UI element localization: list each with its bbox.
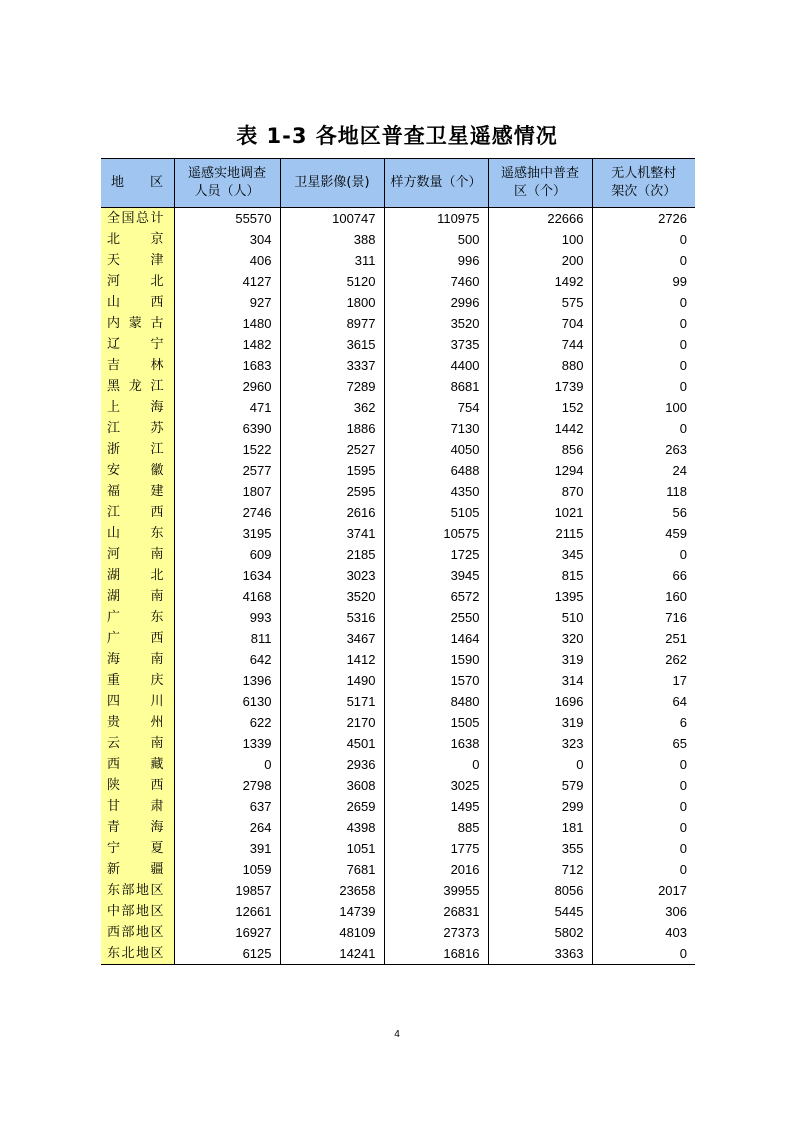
region-cell: 中部地区 <box>101 901 174 922</box>
drone-flights-cell: 0 <box>592 838 695 859</box>
sample-count-cell: 7460 <box>384 271 488 292</box>
sample-count-cell: 1590 <box>384 649 488 670</box>
header-drone-flights <box>592 159 695 208</box>
field-staff-cell: 6130 <box>174 691 280 712</box>
drone-flights-cell: 66 <box>592 565 695 586</box>
satellite-images-cell: 3741 <box>280 523 384 544</box>
sampled-areas-cell: 8056 <box>488 880 592 901</box>
region-cell: 黑龙江 <box>101 376 174 397</box>
table-row <box>101 271 695 292</box>
field-staff-cell: 1522 <box>174 439 280 460</box>
drone-flights-cell: 262 <box>592 649 695 670</box>
data-table <box>101 158 695 965</box>
region-cell: 宁 夏 <box>101 838 174 859</box>
table-row <box>101 712 695 733</box>
region-cell: 河 北 <box>101 271 174 292</box>
table-row <box>101 439 695 460</box>
field-staff-cell: 1339 <box>174 733 280 754</box>
field-staff-cell: 471 <box>174 397 280 418</box>
sampled-areas-cell: 575 <box>488 292 592 313</box>
sample-count-cell: 500 <box>384 229 488 250</box>
drone-flights-cell: 0 <box>592 292 695 313</box>
sampled-areas-cell: 22666 <box>488 208 592 230</box>
field-staff-cell: 6390 <box>174 418 280 439</box>
header-sampled-areas <box>488 159 592 208</box>
sample-count-cell: 2016 <box>384 859 488 880</box>
table-row <box>101 418 695 439</box>
field-staff-cell: 622 <box>174 712 280 733</box>
region-cell: 山 西 <box>101 292 174 313</box>
table-row <box>101 691 695 712</box>
field-staff-cell: 406 <box>174 250 280 271</box>
sampled-areas-cell: 1021 <box>488 502 592 523</box>
sampled-areas-cell: 181 <box>488 817 592 838</box>
sample-count-cell: 5105 <box>384 502 488 523</box>
sample-count-cell: 1570 <box>384 670 488 691</box>
satellite-images-cell: 2185 <box>280 544 384 565</box>
field-staff-cell: 637 <box>174 796 280 817</box>
sample-count-cell: 4350 <box>384 481 488 502</box>
region-cell: 西部地区 <box>101 922 174 943</box>
region-cell: 河 南 <box>101 544 174 565</box>
sampled-areas-cell: 1492 <box>488 271 592 292</box>
region-cell: 陕 西 <box>101 775 174 796</box>
sample-count-cell: 8480 <box>384 691 488 712</box>
sampled-areas-cell: 200 <box>488 250 592 271</box>
sampled-areas-cell: 355 <box>488 838 592 859</box>
table-body <box>101 208 695 965</box>
header-drone-flights-line1: 无人机整村 <box>611 166 677 181</box>
sample-count-cell: 4050 <box>384 439 488 460</box>
header-sample-count: 样方数量（个） <box>384 159 488 208</box>
region-cell: 安 徽 <box>101 460 174 481</box>
satellite-images-cell: 3467 <box>280 628 384 649</box>
drone-flights-cell: 0 <box>592 859 695 880</box>
region-cell: 浙 江 <box>101 439 174 460</box>
sample-count-cell: 6488 <box>384 460 488 481</box>
sampled-areas-cell: 1395 <box>488 586 592 607</box>
table-row <box>101 796 695 817</box>
field-staff-cell: 2798 <box>174 775 280 796</box>
region-cell: 海 南 <box>101 649 174 670</box>
field-staff-cell: 0 <box>174 754 280 775</box>
field-staff-cell: 3195 <box>174 523 280 544</box>
sample-count-cell: 1725 <box>384 544 488 565</box>
satellite-images-cell: 2170 <box>280 712 384 733</box>
table-row <box>101 733 695 754</box>
table-row <box>101 460 695 481</box>
region-cell: 吉 林 <box>101 355 174 376</box>
region-cell: 东部地区 <box>101 880 174 901</box>
sample-count-cell: 3520 <box>384 313 488 334</box>
region-cell: 青 海 <box>101 817 174 838</box>
field-staff-cell: 927 <box>174 292 280 313</box>
field-staff-cell: 1683 <box>174 355 280 376</box>
table-row <box>101 544 695 565</box>
satellite-images-cell: 1886 <box>280 418 384 439</box>
region-cell: 新 疆 <box>101 859 174 880</box>
field-staff-cell: 1634 <box>174 565 280 586</box>
sampled-areas-cell: 320 <box>488 628 592 649</box>
drone-flights-cell: 263 <box>592 439 695 460</box>
region-cell: 北 京 <box>101 229 174 250</box>
satellite-images-cell: 5120 <box>280 271 384 292</box>
field-staff-cell: 4127 <box>174 271 280 292</box>
field-staff-cell: 2960 <box>174 376 280 397</box>
field-staff-cell: 1480 <box>174 313 280 334</box>
sampled-areas-cell: 0 <box>488 754 592 775</box>
table-row <box>101 376 695 397</box>
table-row <box>101 481 695 502</box>
region-cell: 山 东 <box>101 523 174 544</box>
satellite-images-cell: 5316 <box>280 607 384 628</box>
satellite-images-cell: 5171 <box>280 691 384 712</box>
drone-flights-cell: 716 <box>592 607 695 628</box>
table-row <box>101 586 695 607</box>
table-row <box>101 565 695 586</box>
sample-count-cell: 0 <box>384 754 488 775</box>
field-staff-cell: 1807 <box>174 481 280 502</box>
sampled-areas-cell: 1696 <box>488 691 592 712</box>
table-row <box>101 229 695 250</box>
satellite-images-cell: 2936 <box>280 754 384 775</box>
sample-count-cell: 6572 <box>384 586 488 607</box>
field-staff-cell: 6125 <box>174 943 280 965</box>
drone-flights-cell: 0 <box>592 250 695 271</box>
sample-count-cell: 1495 <box>384 796 488 817</box>
drone-flights-cell: 306 <box>592 901 695 922</box>
region-cell: 湖 南 <box>101 586 174 607</box>
satellite-images-cell: 2527 <box>280 439 384 460</box>
page-number: 4 <box>394 1029 400 1040</box>
sampled-areas-cell: 1294 <box>488 460 592 481</box>
region-cell: 西 藏 <box>101 754 174 775</box>
sample-count-cell: 2996 <box>384 292 488 313</box>
region-cell: 云 南 <box>101 733 174 754</box>
region-cell: 四 川 <box>101 691 174 712</box>
drone-flights-cell: 0 <box>592 544 695 565</box>
sampled-areas-cell: 704 <box>488 313 592 334</box>
satellite-images-cell: 23658 <box>280 880 384 901</box>
satellite-images-cell: 3615 <box>280 334 384 355</box>
region-cell: 辽 宁 <box>101 334 174 355</box>
drone-flights-cell: 0 <box>592 775 695 796</box>
field-staff-cell: 19857 <box>174 880 280 901</box>
satellite-images-cell: 388 <box>280 229 384 250</box>
region-cell: 东北地区 <box>101 943 174 965</box>
field-staff-cell: 2577 <box>174 460 280 481</box>
sample-count-cell: 39955 <box>384 880 488 901</box>
sampled-areas-cell: 345 <box>488 544 592 565</box>
sample-count-cell: 1505 <box>384 712 488 733</box>
table-row <box>101 880 695 901</box>
sample-count-cell: 3025 <box>384 775 488 796</box>
table-row <box>101 649 695 670</box>
sample-count-cell: 754 <box>384 397 488 418</box>
sample-count-cell: 4400 <box>384 355 488 376</box>
drone-flights-cell: 403 <box>592 922 695 943</box>
satellite-images-cell: 1490 <box>280 670 384 691</box>
satellite-images-cell: 3337 <box>280 355 384 376</box>
drone-flights-cell: 65 <box>592 733 695 754</box>
drone-flights-cell: 100 <box>592 397 695 418</box>
region-cell: 江 苏 <box>101 418 174 439</box>
table-row <box>101 397 695 418</box>
satellite-images-cell: 311 <box>280 250 384 271</box>
sampled-areas-cell: 712 <box>488 859 592 880</box>
header-field-staff-line1: 遥感实地调查 <box>187 166 266 181</box>
sample-count-cell: 1638 <box>384 733 488 754</box>
satellite-images-cell: 14739 <box>280 901 384 922</box>
region-cell: 福 建 <box>101 481 174 502</box>
field-staff-cell: 264 <box>174 817 280 838</box>
sampled-areas-cell: 880 <box>488 355 592 376</box>
region-cell: 广 西 <box>101 628 174 649</box>
sampled-areas-cell: 314 <box>488 670 592 691</box>
table-row <box>101 838 695 859</box>
field-staff-cell: 4168 <box>174 586 280 607</box>
satellite-images-cell: 8977 <box>280 313 384 334</box>
drone-flights-cell: 0 <box>592 796 695 817</box>
satellite-images-cell: 4398 <box>280 817 384 838</box>
drone-flights-cell: 2726 <box>592 208 695 230</box>
sampled-areas-cell: 152 <box>488 397 592 418</box>
satellite-images-cell: 1800 <box>280 292 384 313</box>
sampled-areas-cell: 1739 <box>488 376 592 397</box>
region-cell: 广 东 <box>101 607 174 628</box>
sample-count-cell: 110975 <box>384 208 488 230</box>
drone-flights-cell: 0 <box>592 355 695 376</box>
satellite-images-cell: 1595 <box>280 460 384 481</box>
satellite-images-cell: 7681 <box>280 859 384 880</box>
table-header <box>101 159 695 208</box>
sampled-areas-cell: 579 <box>488 775 592 796</box>
satellite-images-cell: 7289 <box>280 376 384 397</box>
sampled-areas-cell: 299 <box>488 796 592 817</box>
sample-count-cell: 3735 <box>384 334 488 355</box>
region-cell: 上 海 <box>101 397 174 418</box>
sampled-areas-cell: 856 <box>488 439 592 460</box>
sample-count-cell: 16816 <box>384 943 488 965</box>
table-row <box>101 250 695 271</box>
sample-count-cell: 8681 <box>384 376 488 397</box>
sample-count-cell: 26831 <box>384 901 488 922</box>
drone-flights-cell: 2017 <box>592 880 695 901</box>
table-row <box>101 775 695 796</box>
satellite-images-cell: 2595 <box>280 481 384 502</box>
header-sampled-areas-line1: 遥感抽中普查 <box>500 166 579 181</box>
table-row <box>101 817 695 838</box>
region-cell: 内蒙古 <box>101 313 174 334</box>
field-staff-cell: 642 <box>174 649 280 670</box>
sample-count-cell: 27373 <box>384 922 488 943</box>
sampled-areas-cell: 815 <box>488 565 592 586</box>
header-field-staff <box>174 159 280 208</box>
table-row <box>101 943 695 965</box>
satellite-images-cell: 3520 <box>280 586 384 607</box>
drone-flights-cell: 24 <box>592 460 695 481</box>
field-staff-cell: 12661 <box>174 901 280 922</box>
field-staff-cell: 2746 <box>174 502 280 523</box>
sampled-areas-cell: 5445 <box>488 901 592 922</box>
table-row <box>101 859 695 880</box>
sampled-areas-cell: 319 <box>488 649 592 670</box>
drone-flights-cell: 0 <box>592 376 695 397</box>
sampled-areas-cell: 5802 <box>488 922 592 943</box>
sampled-areas-cell: 2115 <box>488 523 592 544</box>
satellite-images-cell: 1412 <box>280 649 384 670</box>
field-staff-cell: 16927 <box>174 922 280 943</box>
region-cell: 甘 肃 <box>101 796 174 817</box>
sample-count-cell: 885 <box>384 817 488 838</box>
table-title: 表 1-3 各地区普查卫星遥感情况 <box>236 124 558 148</box>
sampled-areas-cell: 744 <box>488 334 592 355</box>
sample-count-cell: 1464 <box>384 628 488 649</box>
satellite-images-cell: 14241 <box>280 943 384 965</box>
satellite-images-cell: 2659 <box>280 796 384 817</box>
field-staff-cell: 391 <box>174 838 280 859</box>
field-staff-cell: 304 <box>174 229 280 250</box>
drone-flights-cell: 99 <box>592 271 695 292</box>
header-satellite-images: 卫星影像(景) <box>280 159 384 208</box>
drone-flights-cell: 0 <box>592 313 695 334</box>
table-row <box>101 901 695 922</box>
satellite-images-cell: 1051 <box>280 838 384 859</box>
sampled-areas-cell: 3363 <box>488 943 592 965</box>
drone-flights-cell: 0 <box>592 817 695 838</box>
drone-flights-cell: 17 <box>592 670 695 691</box>
field-staff-cell: 1059 <box>174 859 280 880</box>
sampled-areas-cell: 510 <box>488 607 592 628</box>
sample-count-cell: 996 <box>384 250 488 271</box>
drone-flights-cell: 0 <box>592 754 695 775</box>
table-row <box>101 670 695 691</box>
drone-flights-cell: 459 <box>592 523 695 544</box>
satellite-images-cell: 3023 <box>280 565 384 586</box>
sample-count-cell: 2550 <box>384 607 488 628</box>
table-row <box>101 607 695 628</box>
table-row <box>101 355 695 376</box>
header-sampled-areas-line2: 区（个） <box>513 184 566 199</box>
satellite-images-cell: 48109 <box>280 922 384 943</box>
sampled-areas-cell: 319 <box>488 712 592 733</box>
satellite-images-cell: 100747 <box>280 208 384 230</box>
region-cell: 重 庆 <box>101 670 174 691</box>
sample-count-cell: 3945 <box>384 565 488 586</box>
table-row <box>101 208 695 230</box>
drone-flights-cell: 118 <box>592 481 695 502</box>
drone-flights-cell: 64 <box>592 691 695 712</box>
table-row <box>101 502 695 523</box>
satellite-images-cell: 2616 <box>280 502 384 523</box>
region-cell: 江 西 <box>101 502 174 523</box>
drone-flights-cell: 0 <box>592 418 695 439</box>
table-row <box>101 334 695 355</box>
sample-count-cell: 1775 <box>384 838 488 859</box>
sampled-areas-cell: 323 <box>488 733 592 754</box>
table-row <box>101 922 695 943</box>
drone-flights-cell: 251 <box>592 628 695 649</box>
drone-flights-cell: 0 <box>592 334 695 355</box>
satellite-images-cell: 4501 <box>280 733 384 754</box>
sampled-areas-cell: 100 <box>488 229 592 250</box>
region-cell: 天 津 <box>101 250 174 271</box>
region-cell: 贵 州 <box>101 712 174 733</box>
drone-flights-cell: 56 <box>592 502 695 523</box>
sample-count-cell: 10575 <box>384 523 488 544</box>
field-staff-cell: 55570 <box>174 208 280 230</box>
field-staff-cell: 1396 <box>174 670 280 691</box>
field-staff-cell: 609 <box>174 544 280 565</box>
drone-flights-cell: 160 <box>592 586 695 607</box>
satellite-images-cell: 3608 <box>280 775 384 796</box>
drone-flights-cell: 6 <box>592 712 695 733</box>
sample-count-cell: 7130 <box>384 418 488 439</box>
header-drone-flights-line2: 架次（次） <box>611 184 677 199</box>
header-region: 地 区 <box>101 159 174 208</box>
satellite-images-cell: 362 <box>280 397 384 418</box>
sampled-areas-cell: 1442 <box>488 418 592 439</box>
table-row <box>101 628 695 649</box>
field-staff-cell: 1482 <box>174 334 280 355</box>
table-row <box>101 292 695 313</box>
table-row <box>101 754 695 775</box>
region-cell: 湖 北 <box>101 565 174 586</box>
header-field-staff-line2: 人员（人） <box>194 184 260 199</box>
table-row <box>101 523 695 544</box>
field-staff-cell: 993 <box>174 607 280 628</box>
drone-flights-cell: 0 <box>592 943 695 965</box>
drone-flights-cell: 0 <box>592 229 695 250</box>
region-cell: 全国总计 <box>101 208 174 230</box>
sampled-areas-cell: 870 <box>488 481 592 502</box>
field-staff-cell: 811 <box>174 628 280 649</box>
table-row <box>101 313 695 334</box>
